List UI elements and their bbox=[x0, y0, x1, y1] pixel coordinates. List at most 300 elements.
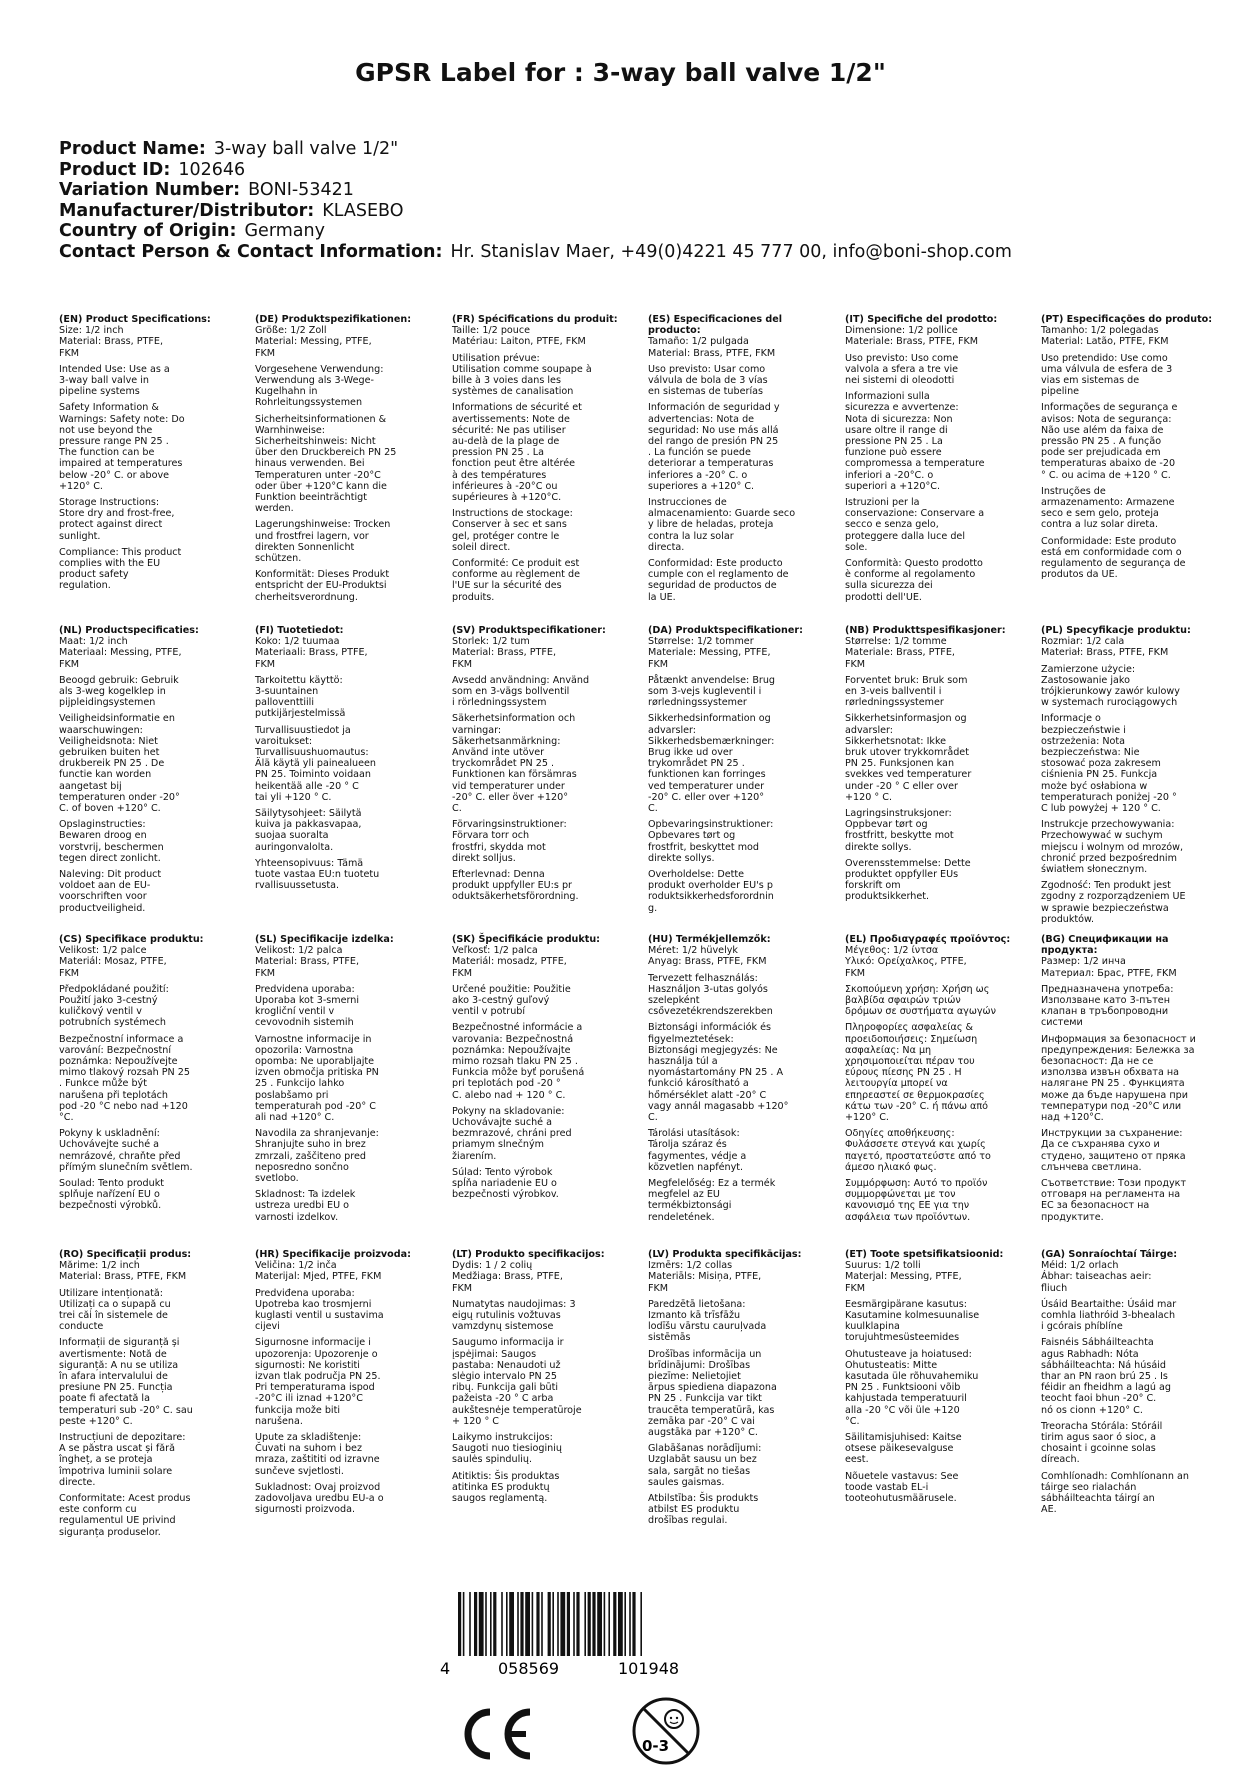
spec-heading: (FI) Tuotetiedot: bbox=[255, 625, 344, 636]
spec-line: bezpieczeństwa: Nie bbox=[1041, 747, 1140, 759]
spec-line: mimo rozsah tlaku PN 25 . bbox=[452, 1056, 578, 1068]
spec-line: drošības regulai. bbox=[648, 1515, 728, 1527]
barcode-digits-right: 101948 bbox=[618, 1659, 680, 1678]
spec-line: ασφαλείας: Να μη bbox=[845, 1044, 932, 1056]
spec-line: funktionen kan forringes bbox=[648, 769, 766, 781]
spec-line: frostfrit, beskyttet mod bbox=[648, 841, 760, 853]
spec-heading: (HR) Specifikacije proizvoda: bbox=[255, 1249, 411, 1260]
spec-line: Forventet bruk: Bruk som bbox=[845, 674, 968, 686]
spec-line: complies with the EU bbox=[59, 558, 161, 570]
spec-line: teocht faoi bhun -20° C. bbox=[1041, 1393, 1157, 1405]
spec-line: Anyag: Brass, PTFE, FKM bbox=[648, 956, 767, 968]
spec-line: sábháilteachta táirgí an bbox=[1041, 1493, 1155, 1505]
spec-heading: (PT) Especificações do produto: bbox=[1041, 314, 1213, 325]
spec-line: temperaturen onder -20° bbox=[59, 791, 180, 803]
spec-line: spĺňa nariadenie EU o bbox=[452, 1178, 557, 1190]
spec-line: Saugoti nuo tiesioginių bbox=[452, 1443, 563, 1455]
spec-line: direkt solljus. bbox=[452, 852, 516, 864]
spec-line: Izmanto kā trīsfāžu bbox=[648, 1310, 741, 1322]
spec-line: peste +120° C. bbox=[59, 1415, 133, 1427]
spec-line: Určené použitie: Použitie bbox=[452, 983, 571, 995]
spec-line: pipeline systems bbox=[59, 386, 140, 398]
spec-line: Shranjujte suho in brez bbox=[255, 1139, 366, 1151]
spec-line: varoitukset: bbox=[255, 735, 313, 747]
spec-line: împotriva luminii solare bbox=[59, 1465, 173, 1477]
spec-line: FKM bbox=[255, 967, 276, 979]
spec-line: Comhlíonadh: Comhlíonann an bbox=[1041, 1470, 1189, 1482]
spec-line: Dimensione: 1/2 pollice bbox=[845, 325, 958, 337]
spec-line: advarsler: bbox=[648, 724, 697, 736]
spec-line: pressure range PN 25 . bbox=[59, 436, 169, 448]
spec-line: Size: 1/2 inch bbox=[59, 325, 124, 337]
spec-line: kuglasti ventil u sustavima bbox=[255, 1310, 384, 1322]
spec-line: Informations de sécurité et bbox=[452, 402, 582, 414]
spec-heading: (PL) Specyfikacje produktu: bbox=[1041, 625, 1191, 636]
spec-line: C. alebo nad + 120 ° C. bbox=[452, 1089, 566, 1101]
spec-line: avertismente: Notă de bbox=[59, 1348, 167, 1360]
spec-line: Πληροφορίες ασφαλείας & bbox=[845, 1022, 973, 1034]
spec-line: Sigurnosne informacije i bbox=[255, 1337, 371, 1349]
spec-line: Storlek: 1/2 tum bbox=[452, 636, 530, 648]
spec-line: svekkes ved temperaturer bbox=[845, 769, 972, 781]
spec-line: Materiale: Brass, PTFE, bbox=[845, 647, 955, 659]
spec-line: produits. bbox=[452, 591, 495, 603]
spec-line: Påtænkt anvendelse: Brug bbox=[648, 674, 776, 686]
spec-heading: (ET) Toote spetsifikatsioonid: bbox=[845, 1249, 1004, 1260]
spec-line: frostfri, skydda mot bbox=[452, 841, 546, 853]
spec-line: sábháilteachta: Ná húsáid bbox=[1041, 1359, 1166, 1371]
spec-line: Materiale: Brass, PTFE, FKM bbox=[845, 336, 979, 348]
spec-line: ostrzeżenia: Nota bbox=[1041, 735, 1126, 747]
spec-line: potrubních systémech bbox=[59, 1017, 166, 1029]
age-range-label: 0-3 bbox=[642, 1737, 670, 1755]
spec-line: Zastosowanie jako bbox=[1041, 674, 1130, 686]
spec-line: ° C. ou acima de +120 ° C. bbox=[1041, 469, 1171, 481]
spec-line: kuulklapina bbox=[845, 1321, 900, 1333]
spec-line: Numatytas naudojimas: 3 bbox=[452, 1298, 576, 1310]
spec-line: безопасност: Да не се bbox=[1041, 1056, 1154, 1068]
spec-line: trykområdet PN 25 . bbox=[648, 758, 745, 770]
spec-line: Funktion beeinträchtigt bbox=[255, 492, 367, 504]
spec-line: und frostfrei lagern, vor bbox=[255, 530, 369, 542]
spec-line: tai yli +120 ° C. bbox=[255, 791, 332, 803]
spec-line: palloventtiili bbox=[255, 697, 315, 709]
spec-line: entspricht der EU-Produktsi bbox=[255, 580, 387, 592]
spec-line: traucēta temperatūrā, kas bbox=[648, 1404, 775, 1416]
spec-line: temperaturi sub -20° C. sau bbox=[59, 1404, 193, 1416]
spec-line: under -20 ° C eller over bbox=[845, 780, 958, 792]
spec-line: tegen direct zonlicht. bbox=[59, 852, 161, 864]
spec-line: ārpus spiediena diapazona bbox=[648, 1382, 777, 1394]
spec-line: sicurezza e avvertenze: bbox=[845, 402, 959, 414]
spec-line: Sikkerhedsinformation og bbox=[648, 713, 771, 725]
spec-line: pod -20 °C nebo nad +120 bbox=[59, 1100, 188, 1112]
spec-line: Informações de segurança e bbox=[1041, 402, 1178, 414]
spec-line: Informazioni sulla bbox=[845, 391, 930, 403]
spec-line: κάτω των -20° C. ή πάνω από bbox=[845, 1100, 989, 1112]
spec-line: funzione può essere bbox=[845, 447, 942, 459]
spec-line: 25 . Funkcijo lahko bbox=[255, 1078, 345, 1090]
spec-line: advertencias: Nota de bbox=[648, 413, 755, 425]
spec-line: Veličina: 1/2 inča bbox=[255, 1260, 337, 1272]
spec-line: Ábhar: taiseachas aeir: bbox=[1041, 1271, 1152, 1283]
spec-line: direkten Sonnenlicht bbox=[255, 541, 355, 553]
spec-line: en sistemas de tuberías bbox=[648, 386, 763, 398]
spec-line: werden. bbox=[255, 503, 294, 515]
spec-line: Paredzētā lietošana: bbox=[648, 1298, 746, 1310]
spec-line: féidir an fheidhm a lagú ag bbox=[1041, 1382, 1171, 1394]
spec-line: Verwendung als 3-Wege- bbox=[255, 375, 374, 387]
spec-line: secco e senza gelo, bbox=[845, 519, 939, 531]
spec-line: Compliance: This product bbox=[59, 546, 182, 558]
spec-line: βαλβίδα σφαιρών τριών bbox=[845, 995, 961, 1007]
barcode-icon bbox=[438, 1590, 738, 1680]
spec-line: pode ser prejudicada em bbox=[1041, 447, 1161, 459]
spec-line: Použití jako 3-cestný bbox=[59, 995, 158, 1007]
spec-line: mraza, zaštititi od izravne bbox=[255, 1454, 380, 1466]
spec-line: Glabāšanas norādījumi: bbox=[648, 1443, 762, 1455]
spec-line: Intended Use: Use as a bbox=[59, 363, 170, 375]
spec-line: rendeletének. bbox=[648, 1211, 715, 1223]
spec-line: The function can be bbox=[59, 447, 155, 459]
spec-line: FKM bbox=[452, 658, 473, 670]
spec-line: προειδοποιήσεις: Σημείωση bbox=[845, 1033, 978, 1045]
spec-line: prodotti dell'UE. bbox=[845, 591, 922, 603]
spec-line: студено, защитено от пряка bbox=[1041, 1150, 1186, 1162]
spec-line: presiune PN 25. Funcția bbox=[59, 1382, 173, 1394]
spec-line: Förvaringsinstruktioner: bbox=[452, 819, 567, 831]
spec-line: miejscu i wolnym od mrozów, bbox=[1041, 841, 1183, 853]
spec-line: conservazione: Conservare a bbox=[845, 508, 985, 520]
spec-line: ribų. Funkcija gali būti bbox=[452, 1382, 559, 1394]
spec-line: Pokyny k uskladnění: bbox=[59, 1128, 160, 1140]
spec-line: pri teplotách pod -20 ° bbox=[452, 1078, 561, 1090]
spec-line: Funkcia môže byť porušená bbox=[452, 1067, 585, 1079]
spec-line: Uporaba kot 3-smerni bbox=[255, 995, 360, 1007]
spec-line: rørledningssystemer bbox=[648, 697, 747, 709]
spec-line: °C. bbox=[59, 1112, 74, 1124]
spec-line: C. bbox=[648, 803, 658, 815]
spec-line: rvallisuussetusta. bbox=[255, 880, 340, 892]
spec-line: nei sistemi di oleodotti bbox=[845, 375, 955, 387]
info-row bbox=[59, 221, 1012, 242]
spec-line: 3-way ball valve in bbox=[59, 375, 149, 387]
info-row bbox=[59, 160, 1012, 181]
spec-line: som en 3-vägs bollventil bbox=[452, 686, 570, 698]
spec-heading: (EN) Product Specifications: bbox=[59, 314, 211, 325]
spec-line: en 3-veis ballventil i bbox=[845, 686, 942, 698]
spec-block bbox=[255, 314, 435, 603]
spec-line: Turvallisuushuomautus: bbox=[255, 747, 369, 759]
spec-line: narušena při teplotách bbox=[59, 1089, 168, 1101]
spec-line: над +120°C. bbox=[1041, 1112, 1104, 1124]
spec-line: Pokyny na skladovanie: bbox=[452, 1105, 565, 1117]
spec-line: narušena. bbox=[255, 1415, 303, 1427]
spec-line: putkijärjestelmissä bbox=[255, 708, 346, 720]
spec-line: Não use além da faixa de bbox=[1041, 424, 1164, 436]
spec-block bbox=[452, 314, 632, 603]
spec-line: κανονισμό της ΕΕ για την bbox=[845, 1200, 970, 1212]
spec-block bbox=[59, 934, 239, 1212]
spec-block bbox=[452, 1249, 632, 1504]
spec-line: FKM bbox=[59, 658, 80, 670]
spec-line: 3-suuntainen bbox=[255, 686, 319, 698]
spec-block bbox=[255, 934, 435, 1223]
spec-line: слънчева светлина. bbox=[1041, 1161, 1142, 1173]
spec-line: Przechowywać w suchym bbox=[1041, 830, 1163, 842]
spec-line: figyelmeztetések: bbox=[648, 1033, 734, 1045]
spec-line: splňuje nařízení EU o bbox=[59, 1189, 160, 1201]
spec-line: Предназначена употреба: bbox=[1041, 983, 1174, 995]
spec-line: comhla liathróid 3-bhealach bbox=[1041, 1310, 1176, 1322]
spec-line: eest. bbox=[845, 1454, 869, 1466]
spec-line: предупреждения: Бележка за bbox=[1041, 1044, 1195, 1056]
spec-line: contra la luz solar bbox=[648, 530, 734, 542]
spec-line: Conformità: Questo prodotto bbox=[845, 558, 983, 570]
info-key: Contact Person & Contact Information: bbox=[59, 241, 443, 262]
spec-line: agus Rabhadh: Nóta bbox=[1041, 1348, 1139, 1360]
spec-line: valvola a sfera a tre vie bbox=[845, 363, 959, 375]
spec-line: auringonvalolta. bbox=[255, 841, 334, 853]
barcode-digits-mid: 058569 bbox=[498, 1659, 560, 1678]
spec-line: varovania: Bezpečnostná bbox=[452, 1033, 574, 1045]
spec-line: ustreza uredbi EU o bbox=[255, 1200, 350, 1212]
spec-line: Vorgesehene Verwendung: bbox=[255, 363, 384, 375]
spec-line: Förvara torr och bbox=[452, 830, 530, 842]
spec-line: conforme au règlement de bbox=[452, 569, 580, 581]
spec-line: produtos da UE. bbox=[1041, 569, 1118, 581]
spec-line: g. bbox=[648, 902, 658, 914]
spec-line: directe. bbox=[59, 1476, 96, 1488]
spec-line: produkt uppfyller EU:s pr bbox=[452, 880, 573, 892]
spec-line: -20°C ili iznad +120°C bbox=[255, 1393, 363, 1405]
spec-line: Utilizare intenționată: bbox=[59, 1287, 163, 1299]
spec-line: hinaus verwenden. Bei bbox=[255, 458, 365, 470]
spec-block bbox=[648, 314, 828, 603]
spec-line: συμμορφώνεται με τον bbox=[845, 1189, 956, 1201]
spec-line: Älä käytä yli painealueen bbox=[255, 758, 376, 770]
spec-line: Oppbevar tørt og bbox=[845, 819, 928, 831]
spec-line: tooteohutusmäärusele. bbox=[845, 1493, 957, 1505]
spec-line: λειτουργία μπορεί να bbox=[845, 1078, 948, 1090]
spec-line: Tamaño: 1/2 pulgada bbox=[648, 336, 749, 348]
info-key: Country of Origin: bbox=[59, 221, 237, 241]
spec-line: gebruiken buiten het bbox=[59, 747, 160, 759]
spec-line: Predvidena uporaba: bbox=[255, 983, 355, 995]
spec-line: Atbilstība: Šis produkts bbox=[648, 1493, 759, 1505]
spec-line: Conformité: Ce produit est bbox=[452, 558, 580, 570]
spec-line: táirge seo rialachán bbox=[1041, 1481, 1137, 1493]
spec-line: saugos reglamentą. bbox=[452, 1493, 548, 1505]
spec-line: está em conformidade com o bbox=[1041, 546, 1182, 558]
spec-line: C. bbox=[648, 1112, 658, 1124]
spec-line: drukbereik PN 25 . De bbox=[59, 758, 165, 770]
spec-line: vamzdynų sistemose bbox=[452, 1321, 554, 1333]
spec-line: saulės spindulių. bbox=[452, 1454, 533, 1466]
info-value: Hr. Stanislav Maer, +49(0)4221 45 777 00, info@boni-shop.com bbox=[450, 241, 1012, 262]
spec-line: FKM bbox=[452, 967, 473, 979]
spec-block bbox=[648, 934, 828, 1223]
spec-line: als 3-weg kogelklep in bbox=[59, 686, 166, 698]
spec-line: Instrukcje przechowywania: bbox=[1041, 819, 1175, 831]
spec-line: Turvallisuustiedot ja bbox=[255, 724, 351, 736]
spec-line: i rörledningssystem bbox=[452, 697, 547, 709]
spec-line: Pri temperaturama ispod bbox=[255, 1382, 375, 1394]
spec-line: izven območja pritiska PN bbox=[255, 1067, 379, 1079]
spec-line: otsese päikesevalguse bbox=[845, 1443, 954, 1455]
spec-line: nó os cionn +120° C. bbox=[1041, 1404, 1143, 1416]
product-info bbox=[59, 139, 1012, 262]
spec-line: επηρεαστεί σε θερμοκρασίες bbox=[845, 1089, 985, 1101]
spec-line: Uso previsto: Usar como bbox=[648, 363, 766, 375]
spec-line: svetlobo. bbox=[255, 1173, 299, 1185]
spec-line: FKM bbox=[59, 347, 80, 359]
spec-line: +120° C. bbox=[59, 480, 103, 492]
spec-line: Eesmärgipärane kasutus: bbox=[845, 1298, 967, 1310]
spec-line: contra a luz solar direta. bbox=[1041, 519, 1159, 531]
spec-line: seguridad de productos de bbox=[648, 580, 777, 592]
info-value: 102646 bbox=[178, 159, 246, 180]
spec-heading: (LT) Produkto specifikacijos: bbox=[452, 1249, 605, 1260]
spec-block bbox=[1041, 314, 1221, 580]
spec-line: Material: Brass, PTFE, bbox=[452, 647, 557, 659]
spec-line: Faisnéis Sábháilteachta bbox=[1041, 1337, 1154, 1349]
spec-heading: (HU) Termékjellemzők: bbox=[648, 934, 771, 945]
spec-line: Veiligheidsinformatie en bbox=[59, 713, 175, 725]
spec-line: Ohutusteave ja hoiatused: bbox=[845, 1348, 972, 1360]
info-value: BONI-53421 bbox=[248, 180, 354, 200]
spec-line: Sikkerhetsinformasjon og bbox=[845, 713, 967, 725]
spec-line: suojaa suoralta bbox=[255, 830, 329, 842]
spec-heading: (ES) Especificaciones del producto: bbox=[648, 314, 783, 337]
spec-block bbox=[1041, 934, 1221, 1223]
spec-line: Bezpečnostné informácie a bbox=[452, 1022, 583, 1034]
spec-line: pressione PN 25 . La bbox=[845, 436, 943, 448]
spec-line: ασφάλεια των προϊόντων. bbox=[845, 1211, 971, 1223]
spec-line: kuličkový ventil v bbox=[59, 1006, 142, 1018]
spec-line: Használjon 3-utas golyós bbox=[648, 983, 768, 995]
spec-line: Súlad: Tento výrobok bbox=[452, 1166, 553, 1178]
spec-line: -20° C. eller över +120° bbox=[452, 791, 569, 803]
spec-block bbox=[648, 625, 828, 914]
spec-line: poznámka: Nepoužívajte bbox=[452, 1044, 571, 1056]
spec-line: FKM bbox=[452, 1282, 473, 1294]
spec-line: Uso previsto: Uso come bbox=[845, 352, 959, 364]
spec-line: sulla sicurezza dei bbox=[845, 580, 933, 592]
spec-line: Bewaren droog en bbox=[59, 830, 147, 842]
spec-line: Nõuetele vastavus: See bbox=[845, 1470, 959, 1482]
spec-line: AE. bbox=[1041, 1504, 1057, 1516]
spec-line: termékbiztonsági bbox=[648, 1200, 732, 1212]
spec-block bbox=[845, 625, 1025, 903]
spec-line: fagymentes, védje a bbox=[648, 1150, 747, 1162]
spec-block bbox=[59, 1249, 239, 1538]
spec-line: vagy annál magasabb +120° bbox=[648, 1100, 789, 1112]
spec-line: Materiał: Brass, PTFE, FKM bbox=[1041, 647, 1169, 659]
spec-line: seguridad: No use más allá bbox=[648, 424, 779, 436]
spec-line: Navodila za shranjevanje: bbox=[255, 1128, 379, 1140]
spec-line: tuote vastaa EU:n tuotetu bbox=[255, 869, 380, 881]
spec-line: Saugumo informacija ir bbox=[452, 1337, 564, 1349]
spec-line: superiores a +120° C. bbox=[648, 480, 755, 492]
spec-line: augstāka par +120° C. bbox=[648, 1427, 758, 1439]
spec-line: zemāka par -20° C vai bbox=[648, 1415, 755, 1427]
spec-line: Οδηγίες αποθήκευσης: bbox=[845, 1128, 955, 1140]
spec-line: . Funkce může být bbox=[59, 1078, 147, 1090]
spec-line: sistēmās bbox=[648, 1332, 691, 1344]
spec-line: Размер: 1/2 инча bbox=[1041, 956, 1126, 968]
spec-line: Säkerhetsinformation och bbox=[452, 713, 576, 725]
spec-line: csővezetékrendszerekben bbox=[648, 1006, 773, 1018]
spec-line: може да бъде нарушена при bbox=[1041, 1089, 1188, 1101]
spec-line: trei căi în sistemele de bbox=[59, 1310, 168, 1322]
spec-line: közvetlen napfényt. bbox=[648, 1161, 744, 1173]
spec-line: PN 25 . Funktsiooni võib bbox=[845, 1382, 961, 1394]
spec-line: Nota di sicurezza: Non bbox=[845, 413, 953, 425]
spec-line: Materiál: Mosaz, PTFE, bbox=[59, 956, 167, 968]
spec-line: funkció károsítható a bbox=[648, 1078, 749, 1090]
spec-line: pressão PN 25 . A função bbox=[1041, 436, 1162, 448]
spec-line: díreach. bbox=[1041, 1454, 1080, 1466]
spec-block bbox=[845, 1249, 1025, 1504]
spec-line: regulamentul UE privind bbox=[59, 1515, 176, 1527]
spec-line: heikentää alle -20 ° C bbox=[255, 780, 359, 792]
spec-line: not use beyond the bbox=[59, 424, 153, 436]
spec-heading: (LV) Produkta specifikācijas: bbox=[648, 1249, 802, 1260]
spec-line: Předpokládané použití: bbox=[59, 983, 169, 995]
spec-heading: (FR) Spécifications du produit: bbox=[452, 314, 618, 325]
spec-heading: (IT) Specifiche del prodotto: bbox=[845, 314, 998, 325]
spec-line: temperaturah pod -20° C bbox=[255, 1100, 376, 1112]
spec-line: rørledningssystemer bbox=[845, 697, 944, 709]
spec-line: Rohrleitungssystemen bbox=[255, 397, 363, 409]
spec-line: y libre de heladas, proteja bbox=[648, 519, 774, 531]
spec-line: Méid: 1/2 orlach bbox=[1041, 1260, 1119, 1272]
spec-line: PN 25. Funksjonen kan bbox=[845, 758, 955, 770]
spec-line: Predviđena uporaba: bbox=[255, 1287, 355, 1299]
spec-line: supérieures à +120°C. bbox=[452, 492, 562, 504]
spec-line: δρόμων σε συστήματα αγωγών bbox=[845, 1006, 996, 1018]
spec-line: Materijal: Mjed, PTFE, FKM bbox=[255, 1271, 382, 1283]
spec-line: nemrázové, chraňte před bbox=[59, 1150, 181, 1162]
spec-line: Material: Brass, PTFE, FKM bbox=[648, 347, 776, 359]
spec-line: Material: Latão, PTFE, FKM bbox=[1041, 336, 1169, 348]
spec-line: Säilitamisjuhised: Kaitse bbox=[845, 1432, 962, 1444]
spec-line: A se păstra uscat și fără bbox=[59, 1443, 176, 1455]
info-key: Variation Number: bbox=[59, 180, 241, 200]
spec-line: Material: Brass, PTFE, bbox=[59, 336, 164, 348]
spec-line: Säkerhetsanmärkning: bbox=[452, 735, 561, 747]
spec-line: Soulad: Tento produkt bbox=[59, 1178, 165, 1190]
spec-line: ЕС за безопасност на bbox=[1041, 1200, 1150, 1212]
spec-line: piezīme: Nelietojiet bbox=[648, 1371, 741, 1383]
spec-line: neposredno sončno bbox=[255, 1161, 349, 1173]
spec-line: отговаря на регламента на bbox=[1041, 1189, 1181, 1201]
spec-line: . La función se puede bbox=[648, 447, 751, 459]
spec-line: impaired at temperatures bbox=[59, 458, 183, 470]
spec-line: opozorila: Varnostna bbox=[255, 1044, 354, 1056]
spec-line: χρησιμοποιείται πέραν του bbox=[845, 1056, 975, 1068]
spec-line: vorstvrij, beschermen bbox=[59, 841, 164, 853]
spec-line: sunlight. bbox=[59, 530, 101, 542]
spec-line: Συμμόρφωση: Αυτό το προϊόν bbox=[845, 1178, 988, 1190]
spec-line: bezpieczeństwie i bbox=[1041, 724, 1126, 736]
spec-line: Storage Instructions: bbox=[59, 497, 160, 509]
spec-heading: (EL) Προδιαγραφές προϊόντος: bbox=[845, 934, 1011, 945]
spec-heading: (SK) Špecifikácie produktu: bbox=[452, 934, 601, 945]
spec-line: în afara intervalului de bbox=[59, 1371, 168, 1383]
spec-line: Kasutamine kolmesuunalise bbox=[845, 1310, 980, 1322]
